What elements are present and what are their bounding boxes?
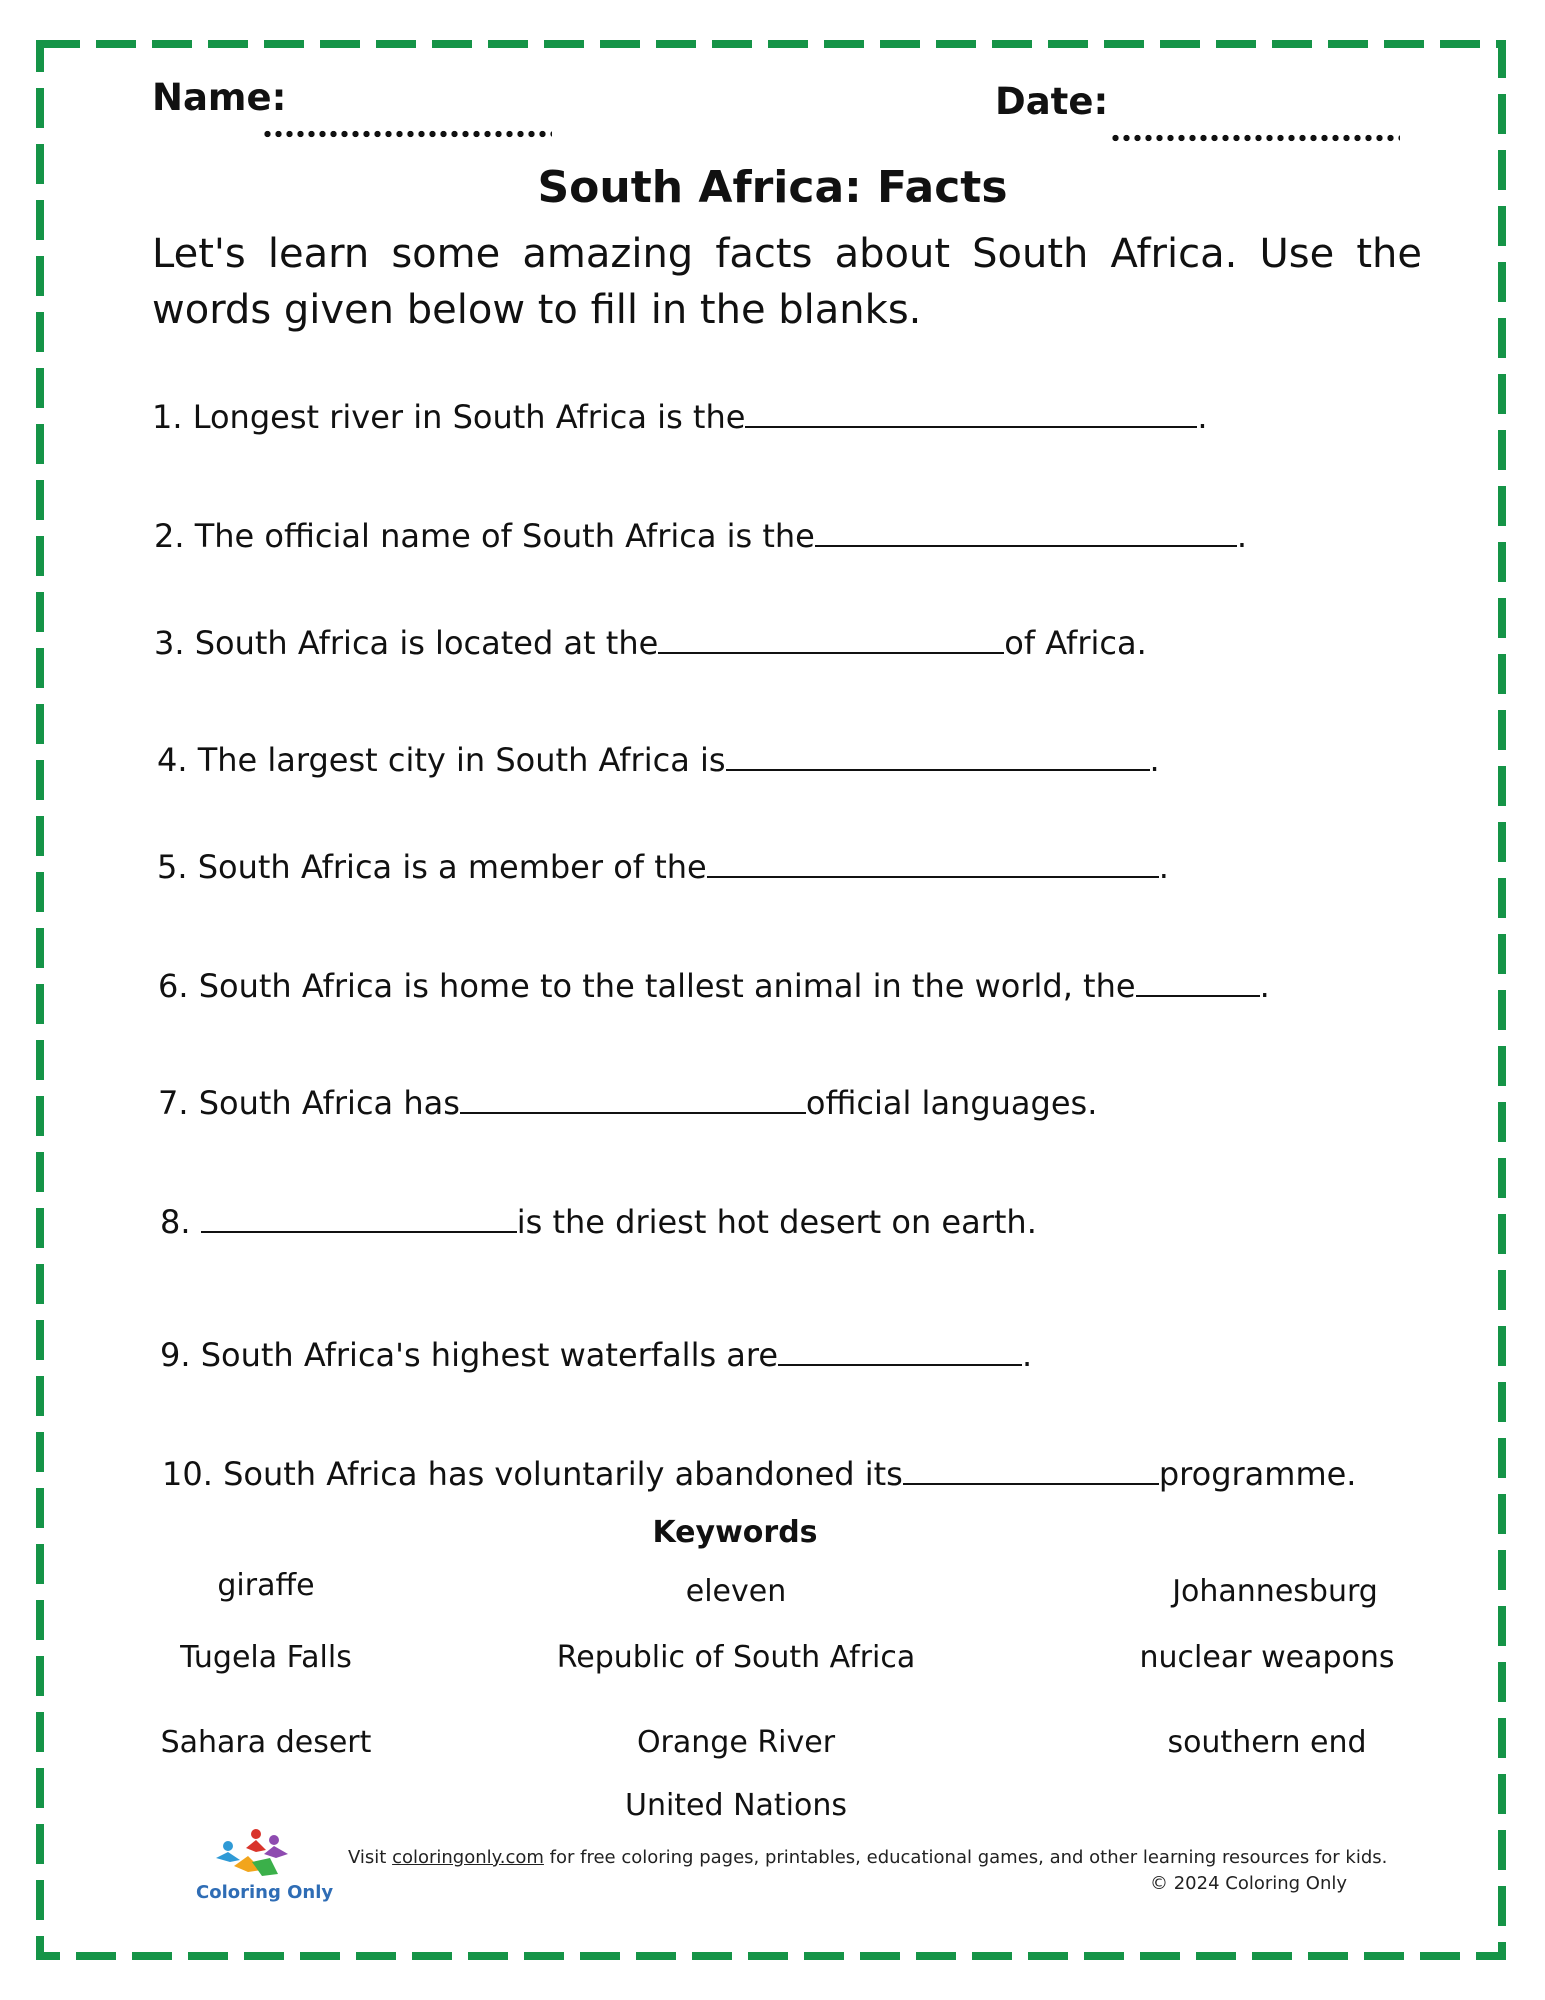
question-text: 1. Longest river in South Africa is the xyxy=(152,398,746,436)
name-label: Name: xyxy=(152,76,287,119)
keyword-item: United Nations xyxy=(624,1788,848,1823)
question-text: 10. South Africa has voluntarily abandoned its xyxy=(162,1455,903,1493)
keyword-item: giraffe xyxy=(217,1568,315,1603)
name-field-dots[interactable] xyxy=(262,130,552,138)
answer-blank[interactable] xyxy=(658,624,1004,654)
question-4 xyxy=(157,741,1160,779)
answer-blank[interactable] xyxy=(201,1203,517,1233)
answer-blank[interactable] xyxy=(707,848,1159,878)
logo xyxy=(212,1826,302,1890)
question-1 xyxy=(152,398,1208,436)
question-text: 6. South Africa is home to the tallest animal in the world, the xyxy=(158,967,1136,1005)
question-text: 2. The official name of South Africa is the xyxy=(154,517,815,555)
logo-figures-icon xyxy=(212,1826,302,1886)
footer-visit: Visit xyxy=(348,1847,393,1868)
question-text-after: . xyxy=(1158,848,1169,886)
question-text-after: . xyxy=(1236,517,1248,555)
question-text: 3. South Africa is located at the xyxy=(154,624,659,662)
logo-text: Coloring Only xyxy=(196,1882,334,1903)
question-9 xyxy=(160,1336,1032,1374)
keyword-item: nuclear weapons xyxy=(1139,1640,1395,1675)
question-3 xyxy=(154,624,1147,662)
question-text: 7. South Africa has xyxy=(158,1084,460,1122)
question-text-after: . xyxy=(1197,398,1208,436)
keyword-item: southern end xyxy=(1167,1725,1367,1760)
question-text-after: . xyxy=(1149,741,1160,779)
answer-blank[interactable] xyxy=(815,517,1237,547)
keyword-item: Orange River xyxy=(636,1725,836,1760)
intro-text: Let's learn some amazing facts about South Africa. Use the words given below to fill in the blanks. xyxy=(152,231,1422,333)
question-text-after: is the driest hot desert on earth. xyxy=(516,1203,1037,1241)
question-6 xyxy=(158,967,1270,1005)
footer-text xyxy=(348,1847,1387,1868)
date-label: Date: xyxy=(995,80,1109,123)
question-text: 5. South Africa is a member of the xyxy=(157,848,707,886)
answer-blank[interactable] xyxy=(460,1084,806,1114)
keyword-item: Republic of South Africa xyxy=(556,1640,916,1675)
question-2 xyxy=(154,517,1247,555)
question-text-after: . xyxy=(1259,967,1270,1005)
question-7 xyxy=(158,1084,1097,1122)
question-text: 8. xyxy=(160,1203,201,1241)
date-field-dots[interactable] xyxy=(1110,134,1400,142)
footer-rest: for free coloring pages, printables, educational games, and other learning resources for kids. xyxy=(543,1847,1388,1868)
question-text-after: official languages. xyxy=(805,1084,1098,1122)
question-8 xyxy=(160,1203,1037,1241)
answer-blank[interactable] xyxy=(903,1455,1159,1485)
question-text-after: . xyxy=(1022,1336,1033,1374)
copyright: © 2024 Coloring Only xyxy=(1150,1873,1348,1894)
question-text: 9. South Africa's highest waterfalls are xyxy=(160,1336,779,1374)
question-10 xyxy=(162,1455,1356,1493)
question-text-after: programme. xyxy=(1158,1455,1357,1493)
keywords-title: Keywords xyxy=(652,1515,818,1550)
footer-link[interactable]: coloringonly.com xyxy=(392,1847,544,1868)
keyword-item: Sahara desert xyxy=(160,1725,372,1760)
worksheet-title: South Africa: Facts xyxy=(537,162,1008,213)
answer-blank[interactable] xyxy=(778,1336,1022,1366)
answer-blank[interactable] xyxy=(726,741,1150,771)
answer-blank[interactable] xyxy=(745,398,1197,428)
keyword-item: eleven xyxy=(685,1574,787,1609)
answer-blank[interactable] xyxy=(1136,967,1260,997)
keyword-item: Tugela Falls xyxy=(180,1640,352,1675)
keyword-item: Johannesburg xyxy=(1172,1574,1378,1609)
question-text-after: of Africa. xyxy=(1004,624,1147,662)
question-text: 4. The largest city in South Africa is xyxy=(157,741,726,779)
question-5 xyxy=(157,848,1169,886)
